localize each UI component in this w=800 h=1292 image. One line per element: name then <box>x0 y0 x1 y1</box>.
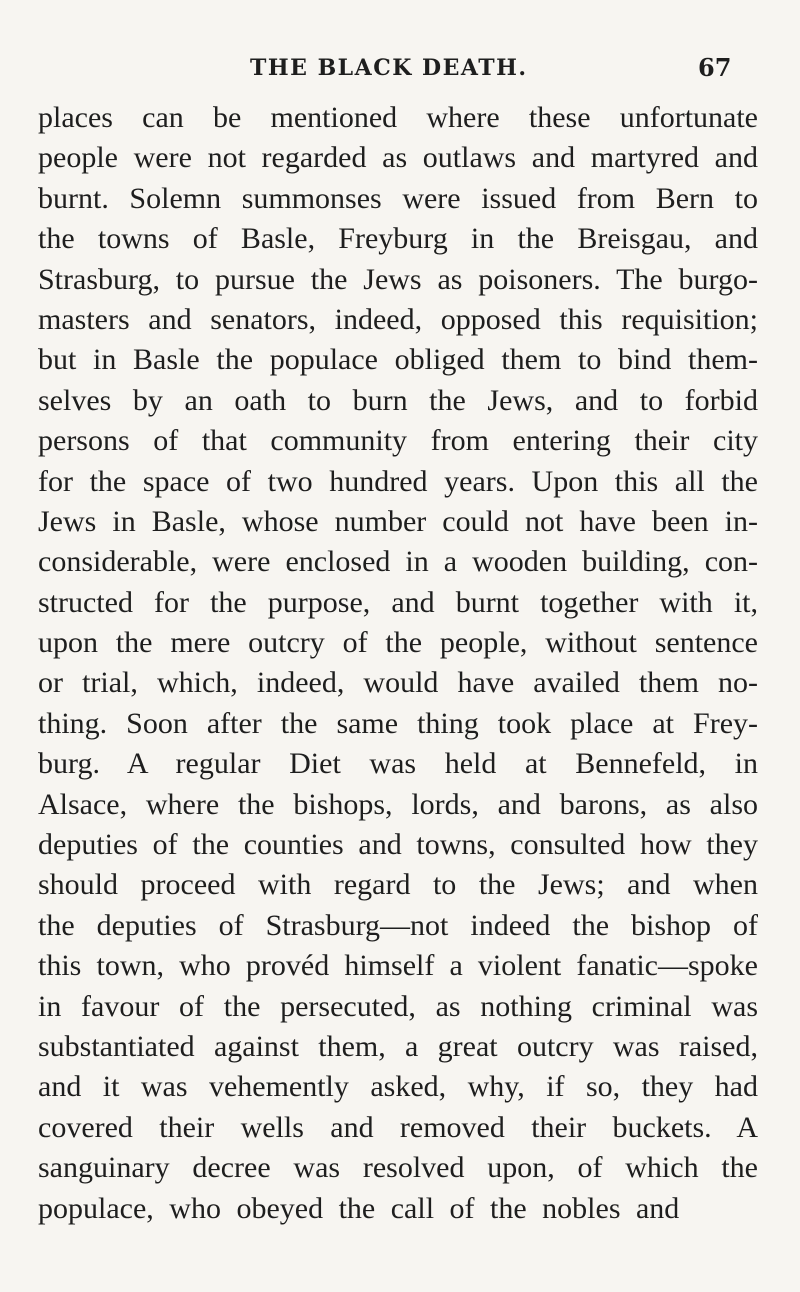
text-line: deputies of the counties and towns, consulted how they <box>38 828 758 862</box>
text-line: covered their wells and removed their buckets. A <box>38 1110 758 1144</box>
text-line: sanguinary decree was resolved upon, of which the <box>38 1151 758 1185</box>
text-line: thing. Soon after the same thing took place at Frey- <box>38 706 758 740</box>
text-line: people were not regarded as outlaws and martyred and <box>38 141 758 175</box>
text-line: places can be mentioned where these unfortunate <box>38 101 758 134</box>
running-head: THE BLACK DEATH. <box>250 55 528 81</box>
text-line: and it was vehemently asked, why, if so, they had <box>38 1070 758 1104</box>
text-line: Jews in Basle, whose number could not have been in- <box>38 504 758 538</box>
text-line: masters and senators, indeed, opposed this requisition; <box>38 302 758 336</box>
text-line: for the space of two hundred years. Upon this all the <box>38 464 758 498</box>
text-line: burg. A regular Diet was held at Bennefeld, in <box>38 747 758 781</box>
text-line: should proceed with regard to the Jews; and when <box>38 868 758 902</box>
text-line: but in Basle the populace obliged them to bind them- <box>38 343 758 377</box>
text-line: burnt. Solemn summonses were issued from Bern to <box>38 181 758 215</box>
text-line: selves by an oath to burn the Jews, and to forbid <box>38 383 758 417</box>
text-line: upon the mere outcry of the people, without sentence <box>38 626 758 660</box>
text-line: persons of that community from entering their city <box>38 424 758 458</box>
text-line: considerable, were enclosed in a wooden building, con- <box>38 545 758 579</box>
page-header <box>0 48 800 88</box>
text-line: structed for the purpose, and burnt together with it, <box>38 585 758 619</box>
text-line: Alsace, where the bishops, lords, and barons, as also <box>38 787 758 821</box>
text-line: or trial, which, indeed, would have availed them no- <box>38 666 758 700</box>
text-line: populace, who obeyed the call of the nobles and <box>38 1191 680 1225</box>
text-line: substantiated against them, a great outcry was raised, <box>38 1029 758 1063</box>
text-line: this town, who provéd himself a violent fanatic—spoke <box>38 949 758 983</box>
text-line: in favour of the persecuted, as nothing criminal was <box>38 989 758 1023</box>
body-text <box>38 98 758 1229</box>
text-line: Strasburg, to pursue the Jews as poisoners. The burgo- <box>38 262 758 296</box>
text-line: the deputies of Strasburg—not indeed the bishop of <box>38 908 758 942</box>
text-line: the towns of Basle, Freyburg in the Breisgau, and <box>38 222 758 256</box>
page-number: 67 <box>698 53 732 82</box>
